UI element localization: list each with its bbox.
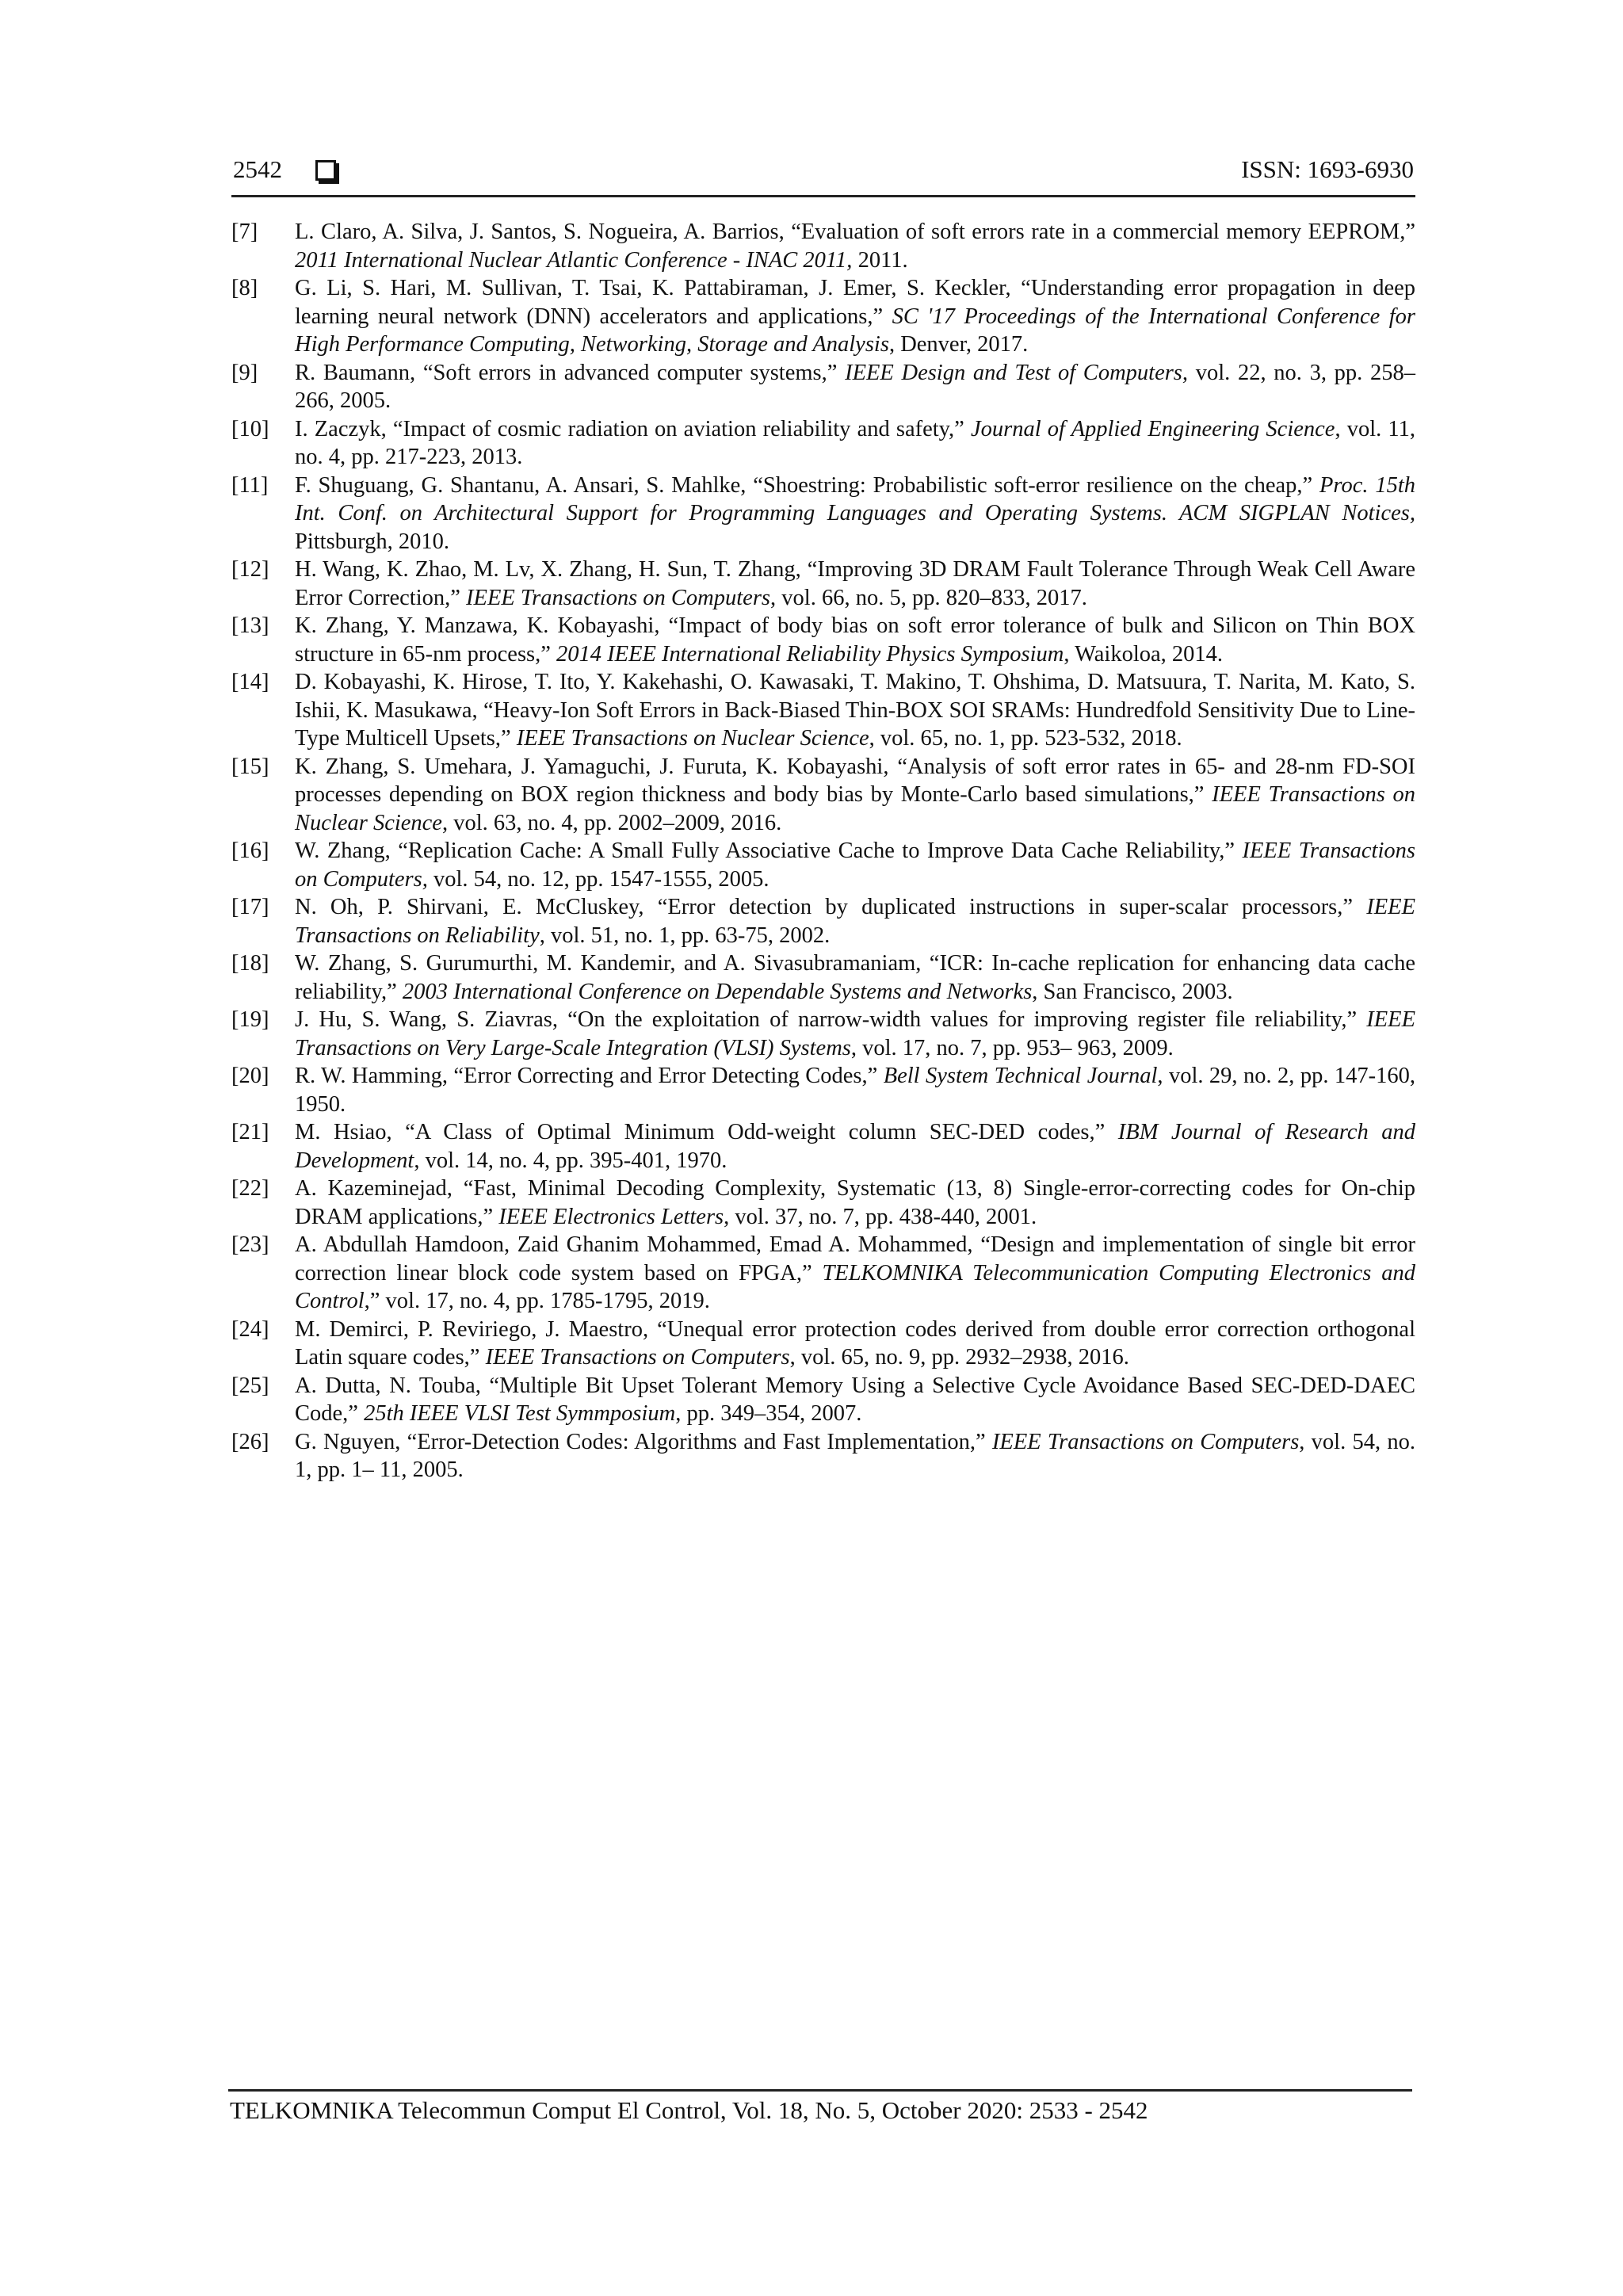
reference-venue: IEEE Transactions on Computers	[991, 1429, 1300, 1454]
reference-authors-title: N. Oh, P. Shirvani, E. McCluskey, “Error detection by duplicated instructions in super-scalar processors,”	[295, 895, 1367, 919]
reference-text	[295, 1316, 1415, 1372]
reference-authors-title: R. Baumann, “Soft errors in advanced computer systems,”	[295, 360, 846, 385]
reference-details: vol. 22, no. 3, pp. 258– 266, 2005.	[295, 360, 1415, 413]
reference-details: vol. 54, no. 12, pp. 1547-1555, 2005.	[427, 866, 769, 892]
reference-text	[295, 893, 1415, 949]
reference-authors-title: G. Nguyen, “Error-Detection Codes: Algorithms and Fast Implementation,”	[295, 1429, 992, 1454]
reference-venue: IEEE Transactions on Computers	[485, 1345, 790, 1370]
reference-details: ,” vol. 17, no. 4, pp. 1785-1795, 2019.	[364, 1289, 710, 1313]
reference-item	[231, 949, 1415, 1006]
reference-item	[231, 893, 1415, 949]
reference-details: , vol. 17, no. 7, pp. 953– 963, 2009.	[850, 1035, 1174, 1060]
reference-venue: IEEE Transactions on Nuclear Science	[295, 782, 1415, 835]
reference-number: [8]	[231, 276, 258, 300]
reference-authors-title: H. Wang, K. Zhao, M. Lv, X. Zhang, H. Sun, T. Zhang, “Improving 3D DRAM Fault Tolerance Through Weak Cell Aware Error Correction,”	[295, 557, 1415, 610]
reference-authors-title: A. Abdullah Hamdoon, Zaid Ghanim Mohammed, Emad A. Mohammed, “Design and implementation of single bit error correction linear block code system based on FPGA,”	[295, 1232, 1415, 1286]
reference-text	[295, 472, 1415, 556]
reference-details: , San Francisco, 2003.	[1032, 979, 1233, 1004]
reference-item	[231, 612, 1415, 668]
reference-number: [14]	[231, 670, 269, 694]
reference-item	[231, 753, 1415, 838]
reference-details: , vol. 66, no. 5, pp. 820–833, 2017.	[770, 585, 1087, 610]
reference-number: [12]	[231, 557, 269, 582]
reference-venue: 2003 International Conference on Dependable Systems and Networks	[402, 979, 1033, 1004]
reference-list	[231, 218, 1415, 1484]
reference-venue: IEEE Transactions on Reliability	[295, 895, 1415, 948]
reference-text	[295, 218, 1415, 274]
reference-number: [23]	[231, 1232, 269, 1257]
reference-number: [21]	[231, 1120, 269, 1144]
reference-item	[231, 837, 1415, 893]
reference-venue: Journal of Applied Engineering Science	[970, 416, 1335, 441]
reference-text	[295, 612, 1415, 668]
reference-text	[295, 1118, 1415, 1175]
reference-authors-title: L. Claro, A. Silva, J. Santos, S. Nogueira, A. Barrios, “Evaluation of soft errors rate in a commercial memory EEPROM,”	[295, 220, 1415, 244]
reference-number: [22]	[231, 1176, 269, 1201]
reference-item	[231, 218, 1415, 274]
reference-details: 2011.	[852, 247, 908, 273]
reference-number: [20]	[231, 1064, 269, 1088]
reference-number: [15]	[231, 754, 269, 779]
reference-item	[231, 274, 1415, 359]
reference-text	[295, 949, 1415, 1006]
reference-authors-title: D. Kobayashi, K. Hirose, T. Ito, Y. Kakehashi, O. Kawasaki, T. Makino, T. Ohshima, D. Matsuura, T. Narita, M. Kato, S. Ishii, K. Masukawa, “Heavy-Ion Soft Errors in Back-Biased Thin-BOX SOI SRAMs: Hundredfold Sensitivity Due to Line-Type Multicell Upsets,”	[295, 670, 1415, 751]
footer-citation: TELKOMNIKA Telecommun Comput El Control, Vol. 18, No. 5, October 2020: 2533 - 2542	[230, 2096, 1148, 2124]
reference-authors-title: R. W. Hamming, “Error Correcting and Error Detecting Codes,”	[295, 1064, 884, 1088]
reference-venue: 25th IEEE VLSI Test Symmposium	[364, 1401, 676, 1426]
reference-text	[295, 359, 1415, 415]
reference-details: , vol. 54, no. 1, pp. 1– 11, 2005.	[295, 1429, 1415, 1482]
reference-item	[231, 556, 1415, 612]
reference-details: , vol. 29, no. 2, pp. 147-160, 1950.	[295, 1064, 1415, 1117]
reference-authors-title: K. Zhang, Y. Manzawa, K. Kobayashi, “Impact of body bias on soft error tolerance of bulk and Silicon on Thin BOX structure in 65-nm process,”	[295, 613, 1415, 667]
reference-item	[231, 1231, 1415, 1316]
reference-number: [13]	[231, 613, 269, 638]
reference-details: , vol. 65, no. 1, pp. 523-532, 2018.	[869, 726, 1182, 751]
reference-details: , vol. 63, no. 4, pp. 2002–2009, 2016.	[441, 810, 782, 835]
reference-text	[295, 1006, 1415, 1062]
reference-number: [7]	[231, 220, 258, 244]
reference-text	[295, 668, 1415, 753]
reference-details: , vol. 11, no. 4, pp. 217-223, 2013.	[295, 416, 1415, 469]
reference-text	[295, 1175, 1415, 1231]
reference-item	[231, 1316, 1415, 1372]
reference-authors-title: I. Zaczyk, “Impact of cosmic radiation on aviation reliability and safety,”	[295, 416, 971, 441]
reference-authors-title: M. Demirci, P. Reviriego, J. Maestro, “Unequal error protection codes derived from double error correction orthogonal Latin square codes,”	[295, 1316, 1415, 1370]
reference-number: [11]	[231, 472, 269, 498]
reference-item	[231, 1372, 1415, 1428]
reference-authors-title: W. Zhang, S. Gurumurthi, M. Kandemir, and A. Sivasubramaniam, “ICR: In-cache replication for enhancing data cache reliability,”	[295, 951, 1415, 1004]
reference-details: , pp. 349–354, 2007.	[675, 1401, 862, 1426]
reference-number: [10]	[231, 416, 269, 441]
reference-item	[231, 1062, 1415, 1118]
reference-authors-title: M. Hsiao, “A Class of Optimal Minimum Odd-weight column SEC-DED codes,”	[295, 1120, 1118, 1144]
reference-details: , vol. 51, no. 1, pp. 63-75, 2002.	[539, 923, 831, 948]
reference-details: , vol. 65, no. 9, pp. 2932–2938, 2016.	[789, 1345, 1129, 1370]
reference-authors-title: W. Zhang, “Replication Cache: A Small Fully Associative Cache to Improve Data Cache Reliability,”	[295, 839, 1243, 863]
reference-venue: TELKOMNIKA Telecommunication Computing Electronics and Control	[295, 1260, 1415, 1313]
reference-item	[231, 668, 1415, 753]
reference-number: [24]	[231, 1316, 269, 1342]
reference-venue: IEEE Electronics Letters	[498, 1204, 724, 1229]
reference-item	[231, 472, 1415, 556]
reference-venue: 2011 International Nuclear Atlantic Conference - INAC 2011,	[295, 247, 853, 273]
reference-details: Pittsburgh, 2010.	[295, 529, 450, 554]
reference-authors-title: G. Li, S. Hari, M. Sullivan, T. Tsai, K. Pattabiraman, J. Emer, S. Keckler, “Understanding error propagation in deep learning neural network (DNN) accelerators and applications,”	[295, 276, 1415, 329]
reference-authors-title: A. Dutta, N. Touba, “Multiple Bit Upset Tolerant Memory Using a Selective Cycle Avoidance Based SEC-DED-DAEC Code,”	[295, 1373, 1415, 1426]
reference-text	[295, 1428, 1415, 1484]
reference-text	[295, 1062, 1415, 1118]
reference-details: , vol. 14, no. 4, pp. 395-401, 1970.	[414, 1148, 727, 1173]
reference-number: [16]	[231, 839, 269, 863]
reference-authors-title: J. Hu, S. Wang, S. Ziavras, “On the exploitation of narrow-width values for improving register file reliability,”	[295, 1007, 1367, 1032]
page-header	[231, 151, 1415, 197]
reference-item	[231, 415, 1415, 472]
reference-text	[295, 753, 1415, 838]
reference-details: , vol. 37, no. 7, pp. 438-440, 2001.	[724, 1204, 1037, 1229]
page-footer	[228, 2089, 1412, 2125]
square-box-icon	[315, 160, 336, 181]
reference-details: , Waikoloa, 2014.	[1064, 641, 1224, 667]
reference-number: [25]	[231, 1373, 269, 1398]
reference-venue: IEEE Transactions on Computers,	[295, 839, 1415, 892]
reference-text	[295, 1231, 1415, 1316]
reference-item	[231, 1118, 1415, 1175]
reference-venue: Bell System Technical Journal	[883, 1064, 1158, 1088]
reference-venue: IBM Journal of Research and Development	[295, 1120, 1415, 1173]
reference-text	[295, 837, 1415, 893]
page-number: 2542	[233, 155, 282, 183]
reference-number: [19]	[231, 1007, 269, 1032]
reference-authors-title: F. Shuguang, G. Shantanu, A. Ansari, S. Mahlke, “Shoestring: Probabilistic soft-error resilience on the cheap,”	[295, 472, 1320, 498]
reference-text	[295, 415, 1415, 472]
reference-venue: IEEE Transactions on Very Large-Scale Integration (VLSI) Systems	[295, 1007, 1415, 1060]
reference-number: [17]	[231, 895, 269, 919]
reference-number: [26]	[231, 1429, 269, 1454]
reference-text	[295, 556, 1415, 612]
reference-item	[231, 1006, 1415, 1062]
reference-venue: SC '17 Proceedings of the International Conference for High Performance Computing, Networking, Storage and Analysis	[295, 304, 1415, 357]
reference-text	[295, 1372, 1415, 1428]
reference-number: [9]	[231, 360, 258, 385]
reference-venue: 2014 IEEE International Reliability Physics Symposium	[556, 641, 1064, 667]
reference-number: [18]	[231, 951, 269, 976]
reference-item	[231, 1175, 1415, 1231]
reference-text	[295, 274, 1415, 359]
reference-authors-title: A. Kazeminejad, “Fast, Minimal Decoding Complexity, Systematic (13, 8) Single-error-correcting codes for On-chip DRAM applications,”	[295, 1176, 1415, 1229]
reference-authors-title: K. Zhang, S. Umehara, J. Yamaguchi, J. Furuta, K. Kobayashi, “Analysis of soft error rates in 65- and 28-nm FD-SOI processes depending on BOX region thickness and body bias by Monte-Carlo based simulations,”	[295, 754, 1415, 807]
issn-label: ISSN: 1693-6930	[1241, 155, 1414, 183]
reference-item	[231, 1428, 1415, 1484]
reference-details: , Denver, 2017.	[888, 332, 1029, 357]
reference-venue: Proc. 15th Int. Conf. on Architectural Support for Programming Languages and Operating Systems. ACM SIGPLAN Notices,	[295, 472, 1415, 525]
reference-venue: IEEE Transactions on Computers	[466, 585, 771, 610]
reference-venue: IEEE Design and Test of Computers,	[845, 360, 1189, 385]
reference-venue: IEEE Transactions on Nuclear Science	[516, 726, 869, 751]
reference-item	[231, 359, 1415, 415]
